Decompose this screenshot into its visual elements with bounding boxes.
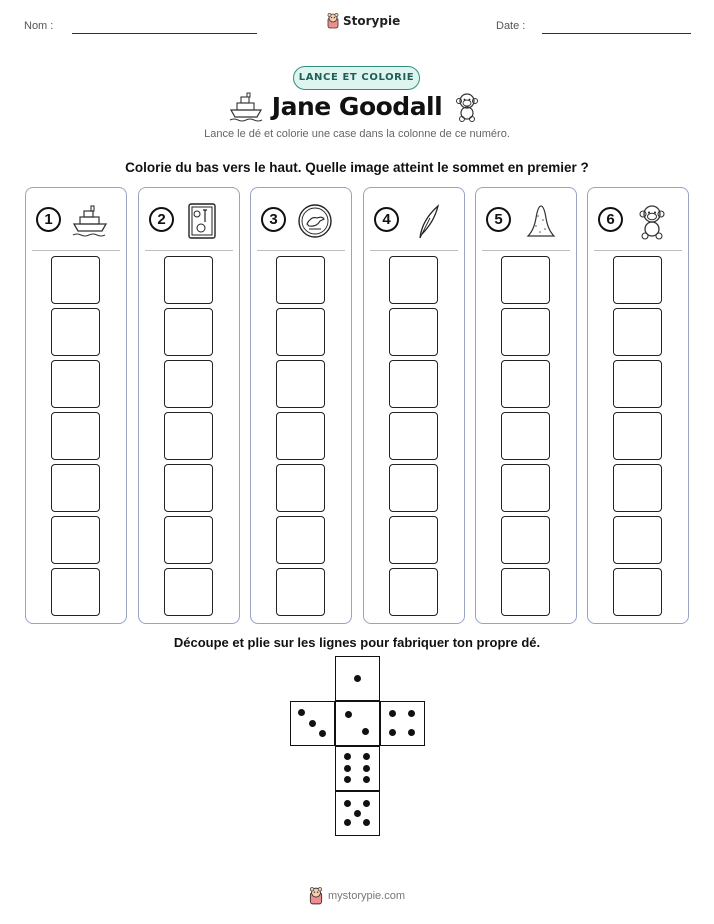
color-cell[interactable] <box>501 516 550 564</box>
column-header <box>476 202 576 242</box>
die-pip <box>298 709 305 716</box>
column-divider <box>482 250 570 251</box>
die-pip <box>319 730 326 737</box>
footer <box>308 887 405 905</box>
title-row <box>0 92 714 126</box>
color-cell[interactable] <box>501 412 550 460</box>
instruction-bottom: Découpe et plie sur les lignes pour fabriquer ton propre dé. <box>173 635 541 650</box>
activity-badge: LANCE ET COLORIE <box>293 66 420 90</box>
column-header <box>26 202 126 242</box>
column-number: 2 <box>149 207 174 232</box>
die-pip <box>389 729 396 736</box>
column-number: 1 <box>36 207 61 232</box>
name-label: Nom : <box>24 20 54 32</box>
termite-mound-icon <box>520 202 560 240</box>
die-pip <box>354 675 361 682</box>
die-face-1 <box>335 656 380 701</box>
die-pip <box>363 776 370 783</box>
column-header <box>588 202 688 242</box>
column-number: 3 <box>261 207 286 232</box>
color-cell[interactable] <box>51 360 100 408</box>
column-1 <box>25 187 127 624</box>
brand-name: Storypie <box>343 14 401 28</box>
die-face-3 <box>290 701 335 746</box>
color-cell[interactable] <box>51 464 100 512</box>
color-cell[interactable] <box>389 464 438 512</box>
color-cell[interactable] <box>276 412 325 460</box>
column-number: 4 <box>374 207 399 232</box>
color-cell[interactable] <box>501 464 550 512</box>
color-cell[interactable] <box>389 308 438 356</box>
color-cell[interactable] <box>276 464 325 512</box>
column-divider <box>145 250 233 251</box>
die-pip <box>309 720 316 727</box>
column-divider <box>32 250 120 251</box>
color-cell[interactable] <box>51 568 100 616</box>
ship-icon <box>70 202 110 240</box>
color-cell[interactable] <box>276 568 325 616</box>
die-pip <box>344 753 351 760</box>
die-pip <box>408 729 415 736</box>
column-6 <box>587 187 689 624</box>
color-cell[interactable] <box>613 464 662 512</box>
die-pip <box>363 765 370 772</box>
storypie-bear-icon <box>326 13 340 29</box>
color-cell[interactable] <box>164 516 213 564</box>
color-cell[interactable] <box>51 412 100 460</box>
color-cell[interactable] <box>51 308 100 356</box>
column-divider <box>594 250 682 251</box>
column-number: 5 <box>486 207 511 232</box>
column-header <box>364 202 464 242</box>
color-cell[interactable] <box>613 256 662 304</box>
die-pip <box>344 765 351 772</box>
monkey-icon <box>454 92 480 122</box>
name-line <box>72 33 257 34</box>
die-face-4 <box>380 701 425 746</box>
feather-icon <box>408 202 448 240</box>
column-4 <box>363 187 465 624</box>
die-pip <box>363 753 370 760</box>
column-number: 6 <box>598 207 623 232</box>
date-label: Date : <box>496 20 526 32</box>
color-cell[interactable] <box>389 256 438 304</box>
color-cell[interactable] <box>164 256 213 304</box>
brand-logo <box>326 13 400 29</box>
color-cell[interactable] <box>501 568 550 616</box>
color-cell[interactable] <box>276 516 325 564</box>
die-pip <box>344 776 351 783</box>
color-cell[interactable] <box>501 308 550 356</box>
book-icon <box>183 202 223 240</box>
color-cell[interactable] <box>51 256 100 304</box>
color-cell[interactable] <box>389 360 438 408</box>
column-5 <box>475 187 577 624</box>
die-pip <box>408 710 415 717</box>
die-pip <box>344 800 351 807</box>
die-pip <box>389 710 396 717</box>
instruction-top: Colorie du bas vers le haut. Quelle image atteint le sommet en premier ? <box>125 160 589 175</box>
column-divider <box>257 250 345 251</box>
storypie-bear-icon <box>308 887 324 905</box>
color-cell[interactable] <box>164 308 213 356</box>
color-cell[interactable] <box>613 568 662 616</box>
color-cell[interactable] <box>501 256 550 304</box>
color-cell[interactable] <box>613 360 662 408</box>
die-face-2 <box>335 701 380 746</box>
die-pip <box>363 800 370 807</box>
column-header <box>139 202 239 242</box>
color-cell[interactable] <box>613 412 662 460</box>
color-cell[interactable] <box>613 516 662 564</box>
color-cell[interactable] <box>276 256 325 304</box>
die-pip <box>354 810 361 817</box>
die-pip <box>363 819 370 826</box>
color-cell[interactable] <box>164 464 213 512</box>
color-cell[interactable] <box>276 360 325 408</box>
die-pip <box>344 819 351 826</box>
color-cell[interactable] <box>164 412 213 460</box>
die-pip <box>345 711 352 718</box>
color-cell[interactable] <box>164 568 213 616</box>
color-cell[interactable] <box>389 568 438 616</box>
subtitle: Lance le dé et colorie une case dans la colonne de ce numéro. <box>204 128 510 140</box>
color-cell[interactable] <box>613 308 662 356</box>
column-divider <box>370 250 458 251</box>
color-cell[interactable] <box>389 412 438 460</box>
column-header <box>251 202 351 242</box>
color-cell[interactable] <box>501 360 550 408</box>
monkey-icon <box>632 202 672 240</box>
color-cell[interactable] <box>51 516 100 564</box>
die-pip <box>362 728 369 735</box>
color-cell[interactable] <box>164 360 213 408</box>
page-title: Jane Goodall <box>271 92 443 121</box>
footer-url: mystorypie.com <box>328 890 406 902</box>
die-face-5 <box>335 791 380 836</box>
column-2 <box>138 187 240 624</box>
die-face-6 <box>335 746 380 791</box>
color-cell[interactable] <box>389 516 438 564</box>
color-cell[interactable] <box>276 308 325 356</box>
bird-coin-icon <box>295 202 335 240</box>
date-line <box>542 33 691 34</box>
column-3 <box>250 187 352 624</box>
